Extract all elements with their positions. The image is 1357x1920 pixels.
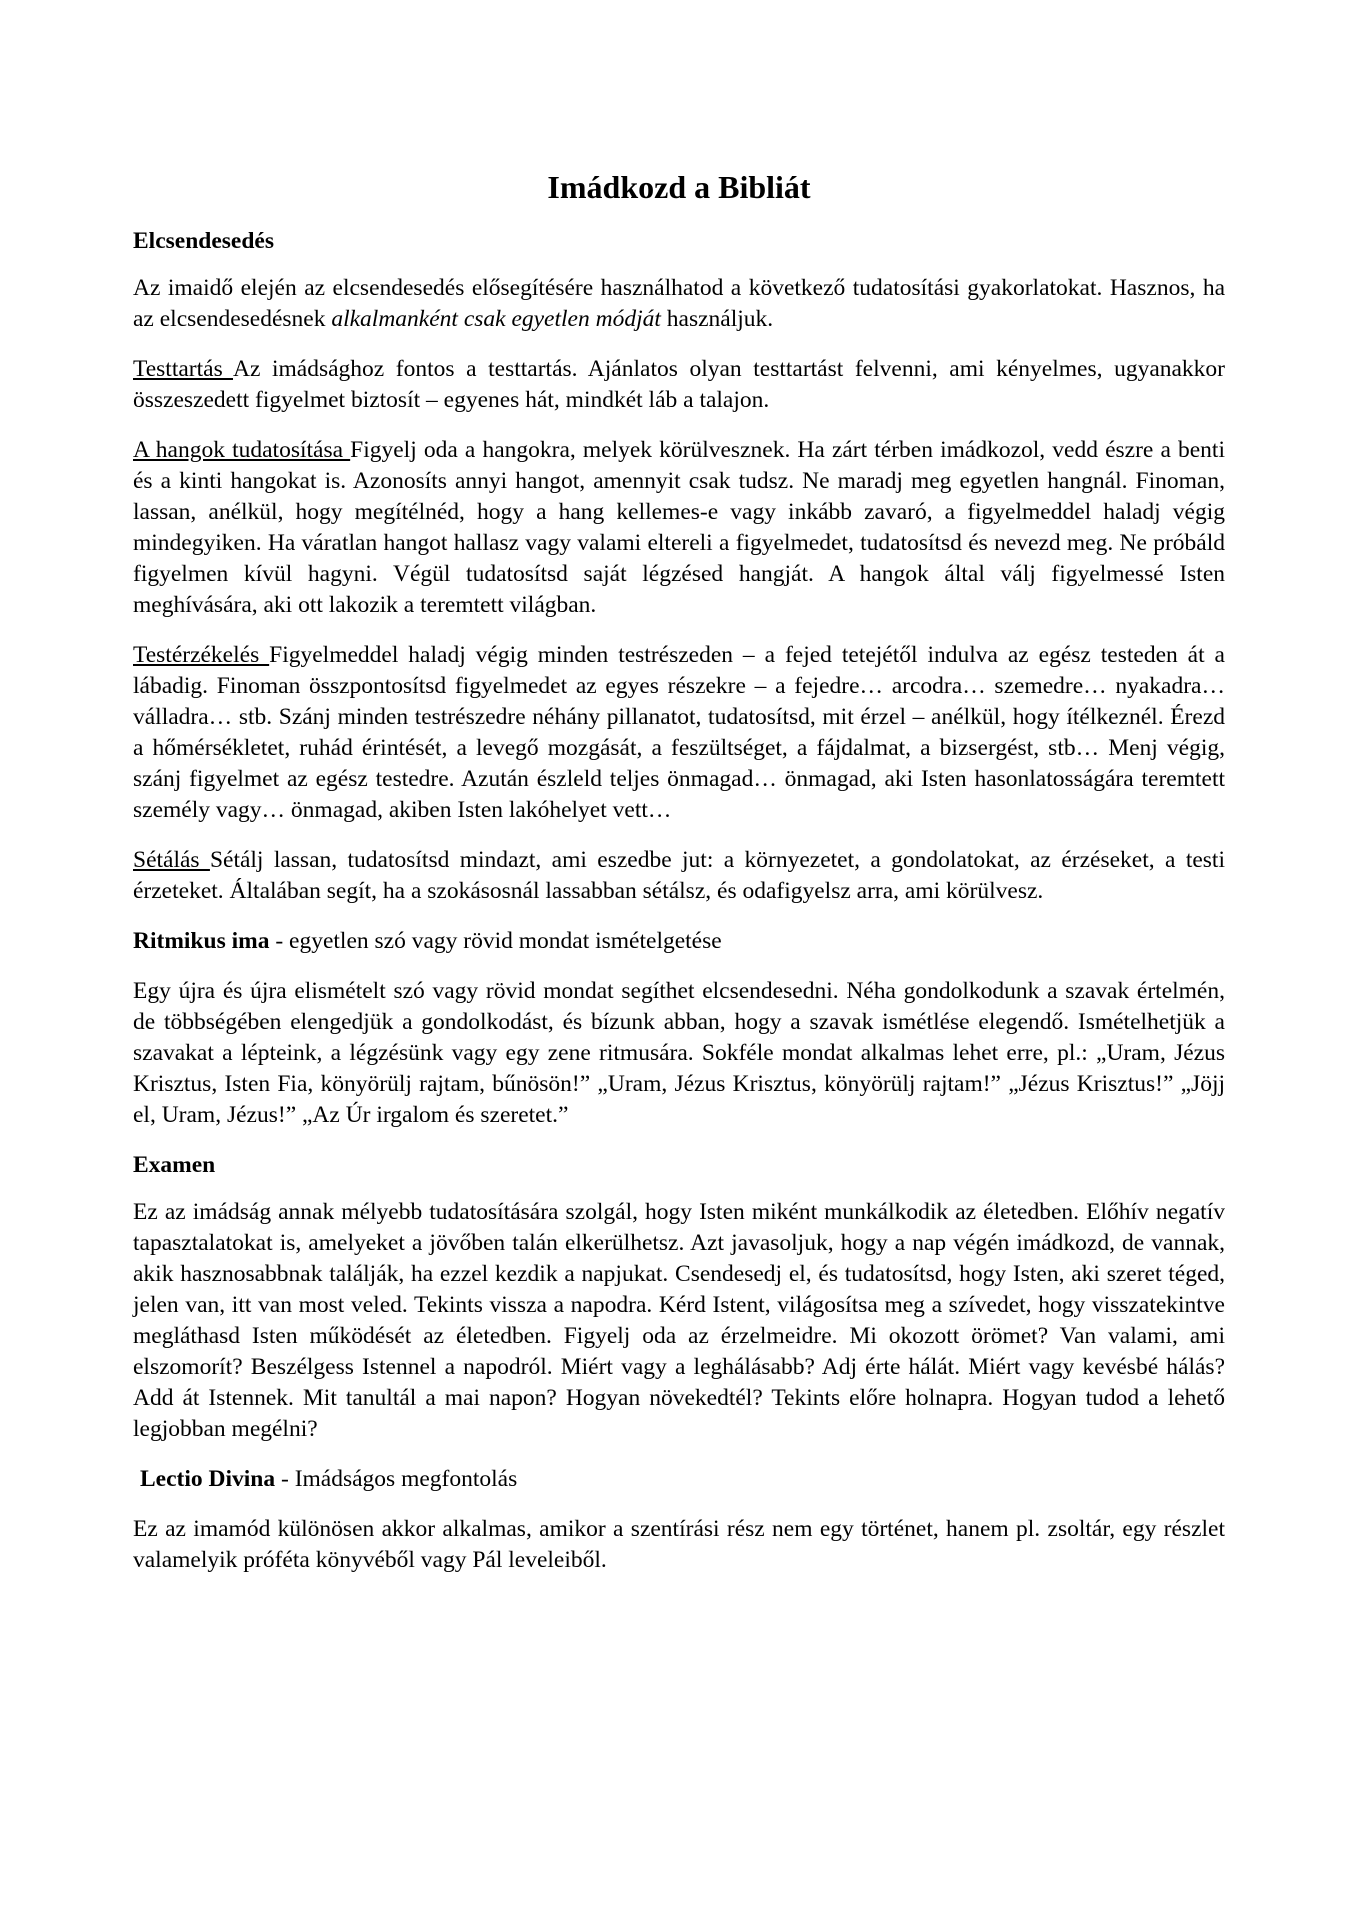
lectio-divina-subtitle: - Imádságos megfontolás xyxy=(275,1466,518,1492)
lectio-body-text: Ez az imamód különösen akkor alkalmas, amikor a szentírási rész nem egy történet, hanem pl. zsoltár, egy részlet valamelyik próféta könyvéből vagy Pál leveleiből. xyxy=(133,1516,1225,1573)
paragraph-ritmikus-body xyxy=(133,976,1225,1131)
testtartas-underlined-lead: Testtartás xyxy=(133,356,233,382)
intro-text-post: használjuk. xyxy=(660,306,774,332)
paragraph-testerzekeles xyxy=(133,640,1225,826)
ritmikus-ima-subtitle: - egyetlen szó vagy rövid mondat ismételgetése xyxy=(269,928,722,954)
testtartas-body-text: Az imádsághoz fontos a testtartás. Ajánlatos olyan testtartást felvenni, ami kényelmes, ugyanakkor összeszedett figyelmet biztosít – egyenes hát, mindkét láb a talajon. xyxy=(133,356,1225,413)
examen-body-text: Ez az imádság annak mélyebb tudatosítására szolgál, hogy Isten miként munkálkodik az életedben. Előhív negatív tapasztalatokat is, amelyeket a jövőben talán elkerülhetsz. Azt javasoljuk, hogy a nap végén imádkozd, de vannak, akik hasznosabbnak találják, ha ezzel kezdik a napjukat. Csendesedj el, és tudatosítsd, hogy Isten, aki szeret téged, jelen van, itt van most veled. Tekints vissza a napodra. Kérd Istent, világosítsa meg a szívedet, hogy visszatekintve megláthasd Isten működését az életedben. Figyelj oda az érzelmeidre. Mi okozott örömet? Van valami, ami elszomorít? Beszélgess Istennel a napodról. Miért vagy a leghálásabb? Adj érte hálát. Miért vagy kevésbé hálás? Add át Istennek. Mit tanultál a mai napon? Hogyan növekedtél? Tekints előre holnapra. Hogyan tudod a lehető legjobban megélni? xyxy=(133,1199,1225,1442)
section-heading-ritmikus-ima xyxy=(133,926,1225,957)
setalas-underlined-lead: Sétálás xyxy=(133,847,210,873)
hangok-body-text: Figyelj oda a hangokra, melyek körülvesznek. Ha zárt térben imádkozol, vedd észre a benti és a kinti hangokat is. Azonosíts annyi hangot, amennyit csak tudsz. Ne maradj meg egyetlen hangnál. Finoman, lassan, anélkül, hogy megítélnéd, hogy a hang kellemes-e vagy inkább zavaró, a figyelmeddel haladj végig mindegyiken. Ha váratlan hangot hallasz vagy valami eltereli a figyelmedet, tudatosítsd és nevezd meg. Ne próbáld figyelmen kívül hagyni. Végül tudatosítsd saját légzésed hangját. A hangok által válj figyelmessé Isten meghívására, aki ott lakozik a teremtett világban. xyxy=(133,437,1225,618)
paragraph-testtartas xyxy=(133,354,1225,416)
testerzekeles-underlined-lead: Testérzékelés xyxy=(133,642,270,668)
intro-text-italic: alkalmanként csak egyetlen módját xyxy=(331,306,661,332)
paragraph-intro xyxy=(133,273,1225,335)
testerzekeles-body-text: Figyelmeddel haladj végig minden testrészeden – a fejed tetejétől indulva az egész testeden át a lábadig. Finoman összpontosítsd figyelmedet az egyes részekre – a fejedre… arcodra… szemedre… nyakadra… válladra… stb. Szánj minden testrészedre néhány pillanatot, tudatosítsd, mit érzel – anélkül, hogy ítélkeznél. Érezd a hőmérsékletet, ruhád érintését, a levegő mozgását, a feszültséget, a fájdalmat, a bizsergést, stb… Menj végig, szánj figyelmet az egész testedre. Azután észleld teljes önmagad… önmagad, aki Isten hasonlatosságára teremtett személy vagy… önmagad, akiben Isten lakóhelyet vett… xyxy=(133,642,1225,823)
section-heading-examen: Examen xyxy=(133,1152,216,1178)
section-heading-elcsendesedes: Elcsendesedés xyxy=(133,228,274,254)
paragraph-setalas xyxy=(133,845,1225,907)
paragraph-hangok xyxy=(133,435,1225,621)
section-heading-lectio-divina xyxy=(133,1464,1225,1495)
page-title: Imádkozd a Bibliát xyxy=(547,169,811,205)
ritmikus-ima-label: Ritmikus ima xyxy=(133,928,270,954)
intro-text-pre: Az imaidő elején az elcsendesedés elősegítésére használhatod a következő tudatosítási gyakorlatokat. Hasznos, ha az elcsendesedésnek xyxy=(133,275,1225,332)
lectio-divina-label: Lectio Divina xyxy=(140,1466,276,1492)
ritmikus-body-text: Egy újra és újra elismételt szó vagy rövid mondat segíthet elcsendesedni. Néha gondolkodunk a szavak értelmén, de többségében elengedjük a gondolkodást, és bízunk abban, hogy a szavak ismétlése elegendő. Ismételhetjük a szavakat a lépteink, a légzésünk vagy egy zene ritmusára. Sokféle mondat alkalmas lehet erre, pl.: „Uram, Jézus Krisztus, Isten Fia, könyörülj rajtam, bűnösön!” „Uram, Jézus Krisztus, könyörülj rajtam!” „Jézus Krisztus!” „Jöjj el, Uram, Jézus!” „Az Úr irgalom és szeretet.” xyxy=(133,978,1225,1128)
paragraph-lectio-body xyxy=(133,1514,1225,1576)
paragraph-examen-body xyxy=(133,1197,1225,1445)
hangok-underlined-lead: A hangok tudatosítása xyxy=(133,437,351,463)
setalas-body-text: Sétálj lassan, tudatosítsd mindazt, ami eszedbe jut: a környezetet, a gondolatokat, az érzéseket, a testi érzeteket. Általában segít, ha a szokásosnál lassabban sétálsz, és odafigyelsz arra, ami körülvesz. xyxy=(133,847,1225,904)
